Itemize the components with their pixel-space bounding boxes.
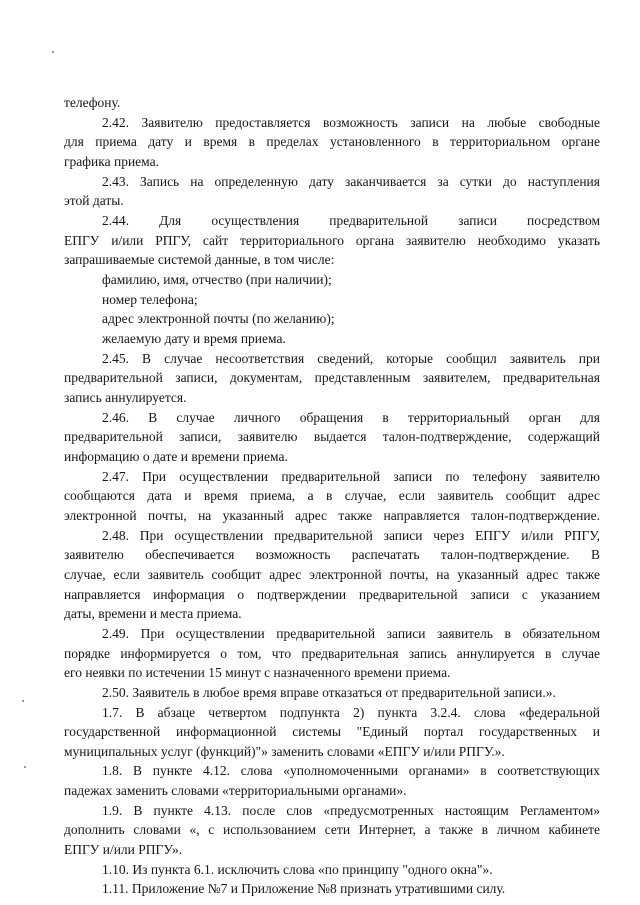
paragraph-line: заявителю обеспечивается возможность распечатать талон-подтверждение. В <box>64 547 600 563</box>
paragraph-first-line: 2.46. В случае личного обращения в территориальный орган для <box>102 409 600 425</box>
paragraph-line: информацию о дате и времени приема. <box>64 448 288 464</box>
paragraph-line: муниципальных услуг (функций)"» заменить словами «ЕПГУ и/или РПГУ.». <box>64 743 505 759</box>
paragraph-first-line: 2.42. Заявителю предоставляется возможность записи на любые свободные <box>102 114 600 130</box>
paragraph-line: этой даты. <box>64 193 124 209</box>
paragraph-first-line: 2.49. При осуществлении предварительной записи заявитель в обязательном <box>102 625 600 641</box>
paragraph-first-line: адрес электронной почты (по желанию); <box>102 311 335 327</box>
scan-speck <box>24 766 26 768</box>
paragraph-line: предварительной записи, заявителю выдается талон-подтверждение, содержащий <box>64 429 600 445</box>
paragraph-first-line: 2.47. При осуществлении предварительной записи по телефону заявителю <box>102 468 600 484</box>
paragraph-line: сообщаются дата и время приема, а в случае, если заявитель сообщит адрес <box>64 488 600 504</box>
paragraph-first-line: 1.11. Приложение №7 и Приложение №8 признать утратившими силу. <box>102 881 506 897</box>
paragraph-first-line: 2.50. Заявитель в любое время вправе отказаться от предварительной записи.». <box>102 684 556 700</box>
paragraph-first-line: 2.43. Запись на определенную дату заканчивается за сутки до наступления <box>102 173 600 189</box>
scan-speck <box>22 700 24 702</box>
paragraph-line: ЕПГУ и/или РПГУ, сайт территориального органа заявителю необходимо указать <box>64 232 600 248</box>
scan-speck <box>52 51 54 53</box>
paragraph-first-line: 2.48. При осуществлении предварительной записи через ЕПГУ и/или РПГУ, <box>102 527 600 543</box>
paragraph-first-line: 2.45. В случае несоответствия сведений, которые сообщил заявитель при <box>102 350 600 366</box>
paragraph-line: графика приема. <box>64 154 159 169</box>
paragraph-first-line: 2.44. Для осуществления предварительной записи посредством <box>102 213 600 228</box>
paragraph-line: случае, если заявитель сообщит адрес электронной почты, на указанный адрес также <box>64 566 600 582</box>
paragraph-first-line: 1.10. Из пункта 6.1. исключить слова «по принципу "одного окна"». <box>102 861 493 877</box>
paragraph-line: предварительной записи, документам, представленным заявителем, предварительная <box>64 370 600 386</box>
paragraph-line: дополнить словами «, с использованием сети Интернет, а также в личном кабинете <box>64 822 600 838</box>
paragraph-line: его неявки по истечении 15 минут с назначенного времени приема. <box>64 665 451 681</box>
paragraph-line: даты, времени и места приема. <box>64 606 242 622</box>
paragraph-line: ЕПГУ и/или РПГУ». <box>64 842 183 858</box>
paragraph-first-line: номер телефона; <box>102 291 198 307</box>
paragraph-first-line: 1.7. В абзаце четвертом подпункта 2) пункта 3.2.4. слова «федеральной <box>102 704 600 720</box>
paragraph-line: порядке информируется о том, что предварительная запись аннулируется в случае <box>64 645 600 661</box>
paragraph-first-line: 1.9. В пункте 4.13. после слов «предусмотренных настоящим Регламентом» <box>102 802 600 818</box>
paragraph-line: падежах заменить словами «территориальными органами». <box>64 783 407 799</box>
paragraph-first-line: 1.8. В пункте 4.12. слова «уполномоченными органами» в соответствующих <box>102 763 600 779</box>
paragraph-line: для приема дату и время в пределах установленного в территориальном органе <box>64 134 600 150</box>
paragraph-line: государственной информационной системы "Единый портал государственных и <box>64 724 600 740</box>
paragraph-line: телефону. <box>64 95 121 110</box>
paragraph-line: электронной почты, на указанный адрес также направляется талон-подтверждение. <box>64 507 600 523</box>
paragraph-line: направляется информация о подтверждении предварительной записи с указанием <box>64 586 600 602</box>
paragraph-first-line: фамилию, имя, отчество (при наличии); <box>102 271 332 287</box>
paragraph-line: запрашиваемые системой данные, в том числе: <box>64 252 335 268</box>
paragraph-line: запись аннулируется. <box>64 389 187 405</box>
paragraph-first-line: желаемую дату и время приема. <box>102 330 286 346</box>
